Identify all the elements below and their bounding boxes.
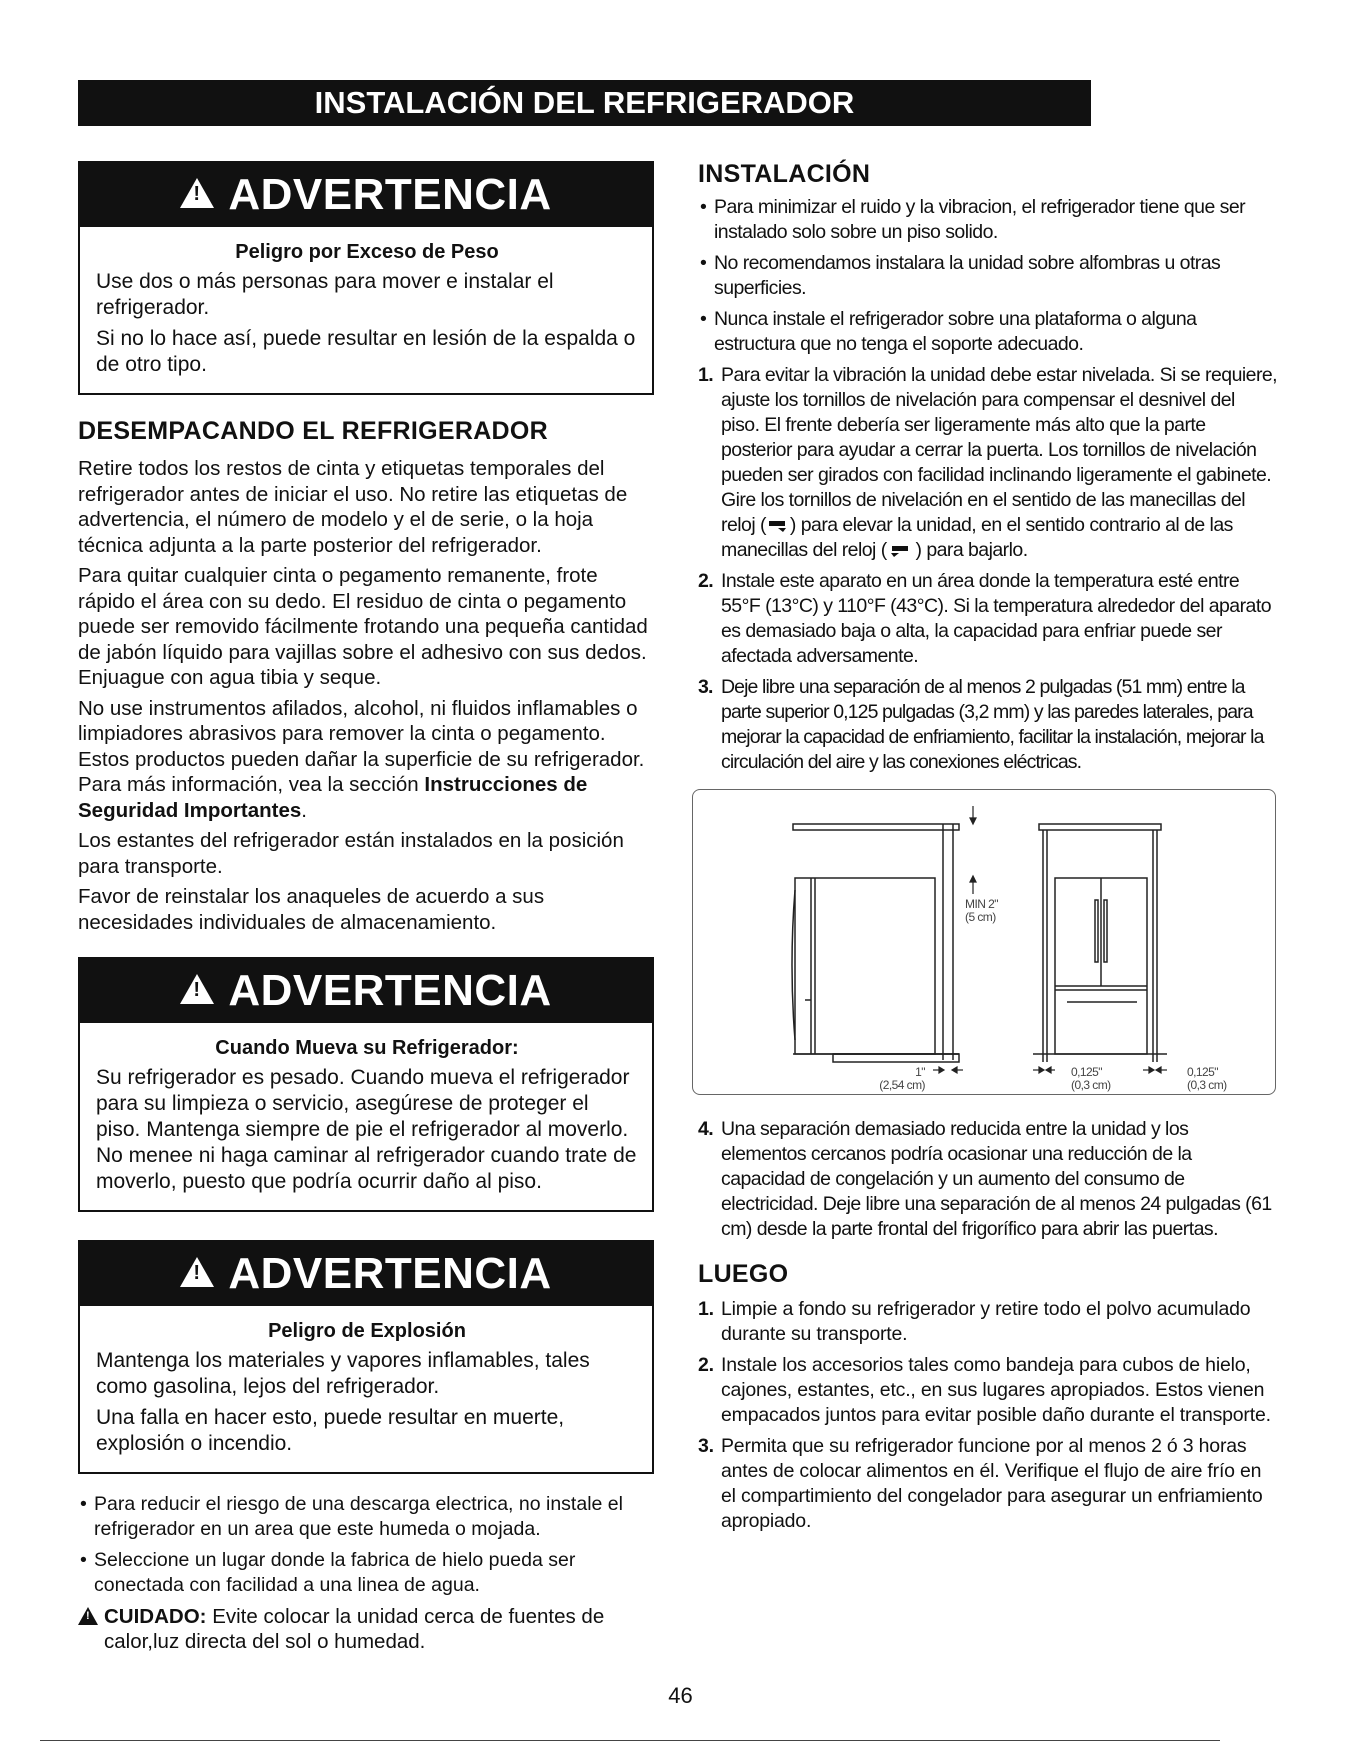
installation-step-4 <box>698 1117 1278 1242</box>
warning-text: Mantenga los materiales y vapores inflamables, tales como gasolina, lejos del refrigerador. <box>96 1349 590 1398</box>
unpacking-text: No use instrumentos afilados, alcohol, ni fluidos inflamables o limpiadores abrasivos para remover la cinta o pegamento. Estos productos pueden dañar la superficie de su refrigerador. Para más información, vea la sección <box>78 696 645 796</box>
list-item: • Seleccione un lugar donde la fabrica de hielo pueda ser conectada con facilidad a una linea de agua. <box>78 1548 654 1598</box>
step-text: Limpie a fondo su refrigerador y retire todo el polvo acumulado durante su transporte. <box>721 1298 1251 1345</box>
right-column <box>698 160 1278 1540</box>
list-item: • Para reducir el riesgo de una descarga electrica, no instale el refrigerador en un area que este humeda o mojada. <box>78 1492 654 1542</box>
dimension-metric: (0,3 cm) <box>1071 1078 1111 1092</box>
unpacking-paragraph: Favor de reinstalar los anaqueles de acuerdo a sus necesidades individuales de almacenamiento. <box>78 885 545 934</box>
warning-weight <box>78 161 654 395</box>
list-item <box>698 1353 1278 1428</box>
dimension-value: 1" <box>915 1065 925 1079</box>
step-number: 2. <box>698 570 714 592</box>
left-column <box>78 161 654 1654</box>
luego-steps <box>698 1297 1278 1534</box>
side-clearance-label <box>1187 1066 1227 1092</box>
safety-reference: Instrucciones de Seguridad Importantes <box>78 773 588 822</box>
step-number: 1. <box>698 364 714 386</box>
step-text: Instale los accesorios tales como bandeja para cubos de hielo, cajones, estantes, etc., en sus lugares apropiados. Estos vienen empacados juntos para evitar posible daño durante el transporte. <box>721 1354 1271 1426</box>
step-text: Permita que su refrigerador funcione por al menos 2 ó 3 horas antes de colocar alimentos en él. Verifique el flujo de aire frío en el compartimiento del congelador para asegurar un enfriamiento apropiado. <box>721 1435 1263 1532</box>
luego-heading: LUEGO <box>698 1260 789 1288</box>
dimension-value: MIN 2" <box>965 897 998 911</box>
side-clearance-label <box>1071 1066 1111 1092</box>
step-number: 1. <box>698 1298 714 1320</box>
warning-moving <box>78 957 654 1212</box>
step-text: ) para bajarlo. <box>910 539 1028 561</box>
warning-heading <box>80 959 652 1023</box>
left-bullet-list <box>78 1492 654 1598</box>
step-text: Instale este aparato en un área donde la temperatura esté entre 55°F (13°C) y 110°F (43°C). Si la temperatura alrededor del aparato es demasiado baja o alta, la capacidad para enfriar puede ser afectada adversamente. <box>721 570 1272 667</box>
warning-icon <box>180 178 214 208</box>
list-item: • No recomendamos instalara la unidad sobre alfombras u otras superficies. <box>698 251 1278 301</box>
warning-title: ADVERTENCIA <box>228 1249 552 1298</box>
warning-icon <box>180 974 214 1004</box>
min-clearance-label <box>965 898 998 924</box>
installation-steps <box>698 363 1278 775</box>
warning-subtitle: Cuando Mueva su Refrigerador: <box>215 1037 519 1059</box>
dimension-value: 0,125" <box>1187 1065 1218 1079</box>
dimension-metric: (5 cm) <box>965 910 996 924</box>
caution-icon <box>78 1607 98 1625</box>
installation-heading: INSTALACIÓN <box>698 160 871 188</box>
warning-icon <box>180 1257 214 1287</box>
step-text: Una separación demasiado reducida entre la unidad y los elementos cercanos podría ocasionar una reducción de la capacidad de congelación y un aumento del consumo de electricidad. Deje libre una separación de al menos 24 pulgadas (61 cm) desde la parte frontal del frigorífico para abrir las puertas. <box>721 1118 1272 1240</box>
list-item <box>698 1434 1278 1534</box>
unpacking-paragraph: Retire todos los restos de cinta y etiquetas temporales del refrigerador antes de iniciar el uso. No retire las etiquetas de advertencia, el número de modelo y el de serie, o la hoja técnica adjunta a la parte posterior del refrigerador. <box>78 457 628 557</box>
warning-body <box>80 227 652 393</box>
clearance-diagram-drawing <box>693 790 1275 1094</box>
list-item <box>698 569 1278 669</box>
unpacking-paragraph <box>78 696 654 824</box>
warning-text: Su refrigerador es pesado. Cuando mueva el refrigerador para su limpieza o servicio, asegúrese de proteger el piso. Mantenga siempre de pie el refrigerador al moverlo. No menee ni haga caminar al refrigerador cuando trate de moverlo, puesto que podría ocurrir daño al piso. <box>96 1066 637 1193</box>
warning-title: ADVERTENCIA <box>228 170 552 219</box>
step-text: Deje libre una separación de al menos 2 pulgadas (51 mm) entre la parte superior 0,125 pulgadas (3,2 mm) y las paredes laterales, para mejorar la capacidad de enfriamiento, facilitar la instalación, mejorar la circulación del aire y las conexiones eléctricas. <box>721 676 1264 773</box>
unpacking-heading: DESEMPACANDO EL REFRIGERADOR <box>78 417 549 445</box>
warning-body <box>80 1306 652 1472</box>
dimension-metric: (0,3 cm) <box>1187 1078 1227 1092</box>
section-banner: INSTALACIÓN DEL REFRIGERADOR <box>78 80 1091 126</box>
warning-title: ADVERTENCIA <box>228 966 552 1015</box>
bottom-divider <box>40 1740 1220 1741</box>
caution-label: CUIDADO: <box>104 1605 207 1628</box>
list-item <box>698 675 1278 775</box>
min-clearance-arrows <box>970 806 976 894</box>
list-item <box>698 1117 1278 1242</box>
step-number: 4. <box>698 1118 714 1140</box>
unpacking-paragraph: Para quitar cualquier cinta o pegamento remanente, frote rápido el área con su dedo. El residuo de cinta o pegamento puede ser removido fácilmente frotando una pequeña cantidad de jabón líquido para vajillas sobre el adhesivo con sus dedos. Enjuague con agua tibia y seque. <box>78 564 648 689</box>
warning-explosion <box>78 1240 654 1474</box>
caution-note <box>78 1604 654 1654</box>
step-text: Para evitar la vibración la unidad debe estar nivelada. Si se requiere, ajuste los tornillos de nivelación para compensar el desnivel del piso. El frente debería ser ligeramente más alto que la parte posterior para ayudar a cerrar la puerta. Los tornillos de nivelación pueden ser girados con facilidad inclinando ligeramente el gabinete. Gire los tornillos de nivelación en el sentido de las manecillas del reloj ( <box>721 364 1278 536</box>
list-item: • Para minimizar el ruido y la vibracion, el refrigerador tiene que ser instalado solo sobre un piso solido. <box>698 195 1278 245</box>
warning-text: Si no lo hace así, puede resultar en lesión de la espalda o de otro tipo. <box>96 327 636 376</box>
step-number: 3. <box>698 1435 714 1457</box>
list-item <box>698 1297 1278 1347</box>
list-item <box>698 363 1278 563</box>
rear-clearance-label <box>853 1066 925 1092</box>
warning-heading <box>80 1242 652 1306</box>
counterclockwise-icon <box>887 544 911 558</box>
warning-text: Una falla en hacer esto, puede resultar en muerte, explosión o incendio. <box>96 1406 565 1455</box>
front-view-refrigerator <box>1033 824 1167 1062</box>
installation-bullets <box>698 195 1278 357</box>
step-number: 3. <box>698 676 713 698</box>
dimension-value: 0,125" <box>1071 1065 1102 1079</box>
page-number: 46 <box>668 1683 693 1708</box>
warning-text: Use dos o más personas para mover e instalar el refrigerador. <box>96 270 554 319</box>
clearance-diagram <box>692 789 1276 1095</box>
step-number: 2. <box>698 1354 714 1376</box>
list-item: • Nunca instale el refrigerador sobre una plataforma o alguna estructura que no tenga el soporte adecuado. <box>698 307 1278 357</box>
step-text: ) para elevar la unidad, en el sentido contrario al de las manecillas del reloj ( <box>721 514 1233 561</box>
dimension-metric: (2,54 cm) <box>879 1078 925 1092</box>
warning-body <box>80 1023 652 1210</box>
gap-arrows <box>933 1067 1167 1073</box>
side-view-refrigerator <box>792 824 959 1062</box>
warning-subtitle: Peligro de Explosión <box>268 1320 466 1342</box>
period: . <box>301 798 307 822</box>
warning-heading <box>80 163 652 227</box>
unpacking-paragraph: Los estantes del refrigerador están instalados en la posición para transporte. <box>78 829 624 878</box>
caution-text: Evite colocar la unidad cerca de fuentes de calor,luz directa del sol o humedad. <box>104 1605 605 1653</box>
clockwise-icon <box>766 519 790 533</box>
warning-subtitle: Peligro por Exceso de Peso <box>235 241 499 263</box>
